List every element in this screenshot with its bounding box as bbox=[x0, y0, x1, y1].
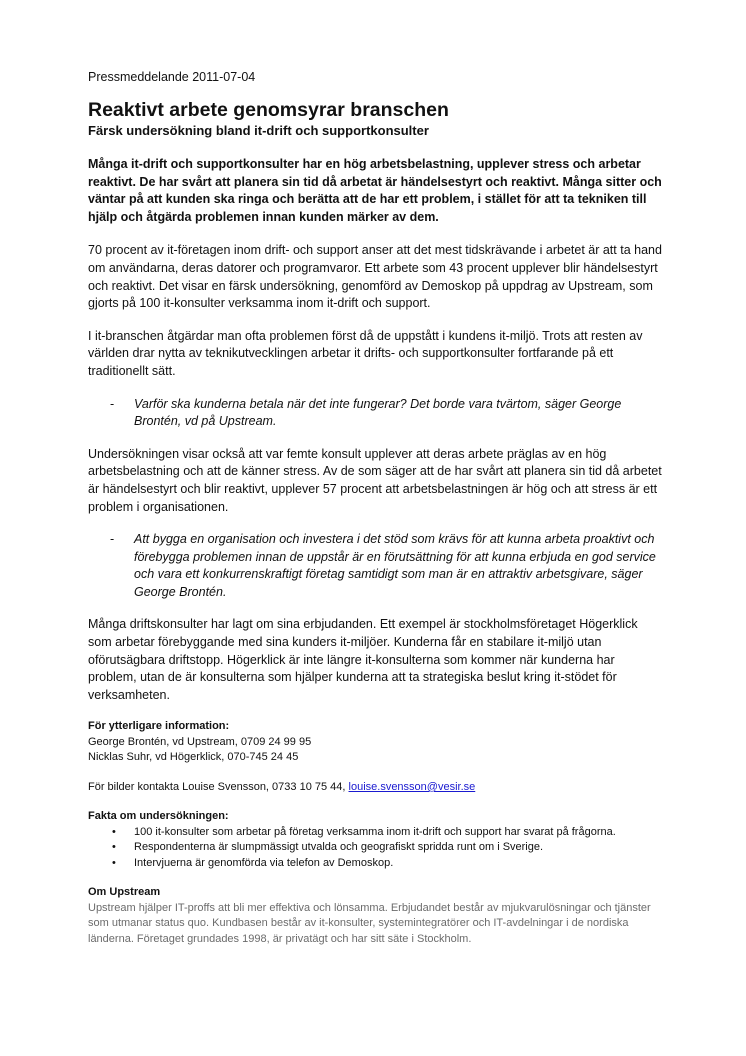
lead-paragraph: Många it-drift och supportkonsulter har en hög arbetsbelastning, upplever stress och arbetar reaktivt. De har svårt att planera sin tid då arbetat är händelsestyrt och reaktivt. Många sitter och väntar på att kunden ska ringa och berätta att de har ett problem, i stället för att ta tekniken till hjälp och åtgärda problemen innan kunden märker av dem. bbox=[88, 157, 662, 224]
facts-list bbox=[88, 825, 662, 872]
fact-text: Respondenterna är slumpmässigt utvalda och geografiskt spridda runt om i Sverige. bbox=[134, 841, 544, 854]
fact-text: Intervjuerna är genomförda via telefon av Demoskop. bbox=[134, 856, 394, 869]
press-release-page bbox=[88, 70, 662, 947]
body-paragraph-2: I it-branschen åtgärdar man ofta problemen först då de uppstått i kundens it-miljö. Trots att resten av världen drar nytta av teknikutvecklingen arbetar it drifts- och supportkonsulter fortfarande på ett traditionellt sätt. bbox=[88, 328, 643, 378]
image-contact bbox=[88, 780, 662, 796]
bullet-icon: • bbox=[112, 856, 116, 869]
about-heading: Om Upstream bbox=[88, 886, 161, 899]
contact-info bbox=[88, 719, 662, 766]
body-paragraph-4: Många driftskonsulter har lagt om sina erbjudanden. Ett exempel är stockholmsföretaget Högerklick som arbetar förebyggande med sina kunders it-miljöer. Kunderna får en stabilare it-miljö utan oförutsägbara driftstopp. Högerklick är inte längre it-konsulterna som kommer när kunderna har problem, utan de är konsulterna som hjälper kunderna att ta strategiska beslut kring it-stödet för verksamheten. bbox=[88, 617, 638, 702]
list-item bbox=[88, 825, 662, 841]
quote-dash: - bbox=[110, 396, 115, 411]
facts-heading: Fakta om undersökningen: bbox=[88, 810, 229, 823]
quote-1 bbox=[88, 396, 662, 431]
email-link[interactable]: louise.svensson@vesir.se bbox=[348, 780, 476, 793]
image-contact-text: För bilder kontakta Louise Svensson, 0733 10 75 44, bbox=[88, 780, 349, 793]
contact-heading: För ytterligare information: bbox=[88, 720, 230, 733]
fact-text: 100 it-konsulter som arbetar på företag verksamma inom it-drift och support har svarat på frågorna. bbox=[134, 825, 616, 838]
contact-line: Nicklas Suhr, vd Högerklick, 070-745 24 45 bbox=[88, 751, 299, 764]
page-title: Reaktivt arbete genomsyrar branschen bbox=[88, 99, 449, 121]
quote-text: Att bygga en organisation och investera i det stöd som krävs för att kunna arbeta proaktivt och förebygga problemen innan de uppstår är en förutsättning för att kunna erbjuda en god service och vara ett konkurrenskraftigt företag samtidigt som man är en attraktiv arbetsgivare, säger George Brontén. bbox=[134, 532, 656, 599]
contact-line: George Brontén, vd Upstream, 0709 24 99 95 bbox=[88, 735, 312, 748]
bullet-icon: • bbox=[112, 841, 116, 854]
list-item bbox=[88, 856, 662, 872]
body-paragraph-3: Undersökningen visar också att var femte konsult upplever att deras arbete präglas av en hög arbetsbelastning och att de känner stress. Av de som säger att de har svårt att planera sin tid då arbetet är händelsestyrt och blir reaktivt, upplever 57 procent att arbetsbelastningen är hög och att stress är ett problem i organisationen. bbox=[88, 446, 662, 514]
quote-2 bbox=[88, 531, 662, 601]
about-text: Upstream hjälper IT-proffs att bli mer effektiva och lönsamma. Erbjudandet består av mjukvarulösningar och tjänster som utmanar status quo. Kundbasen består av it-konsulter, systemintegratörer och IT-avdelningar i de nordiska länderna. Företaget grundades 1998, är privatägt och har sitt säte i Stockholm. bbox=[88, 901, 651, 945]
quote-dash: - bbox=[110, 532, 115, 547]
bullet-icon: • bbox=[112, 825, 116, 838]
list-item bbox=[88, 840, 662, 856]
page-subtitle: Färsk undersökning bland it-drift och supportkonsulter bbox=[88, 123, 429, 138]
dateline: Pressmeddelande 2011-07-04 bbox=[88, 70, 256, 84]
body-paragraph-1: 70 procent av it-företagen inom drift- och support anser att det mest tidskrävande i arbetet är att ta hand om användarna, deras datorer och programvaror. Ett arbete som 43 procent upplever blir händelsestyrt och reaktivt. Det visar en färsk undersökning, genomförd av Demoskop på uppdrag av Upstream, som gjorts på 100 it-konsulter verksamma inom it-drift och support. bbox=[88, 243, 662, 311]
quote-text: Varför ska kunderna betala när det inte fungerar? Det borde vara tvärtom, säger George Brontén, vd på Upstream. bbox=[134, 396, 622, 429]
